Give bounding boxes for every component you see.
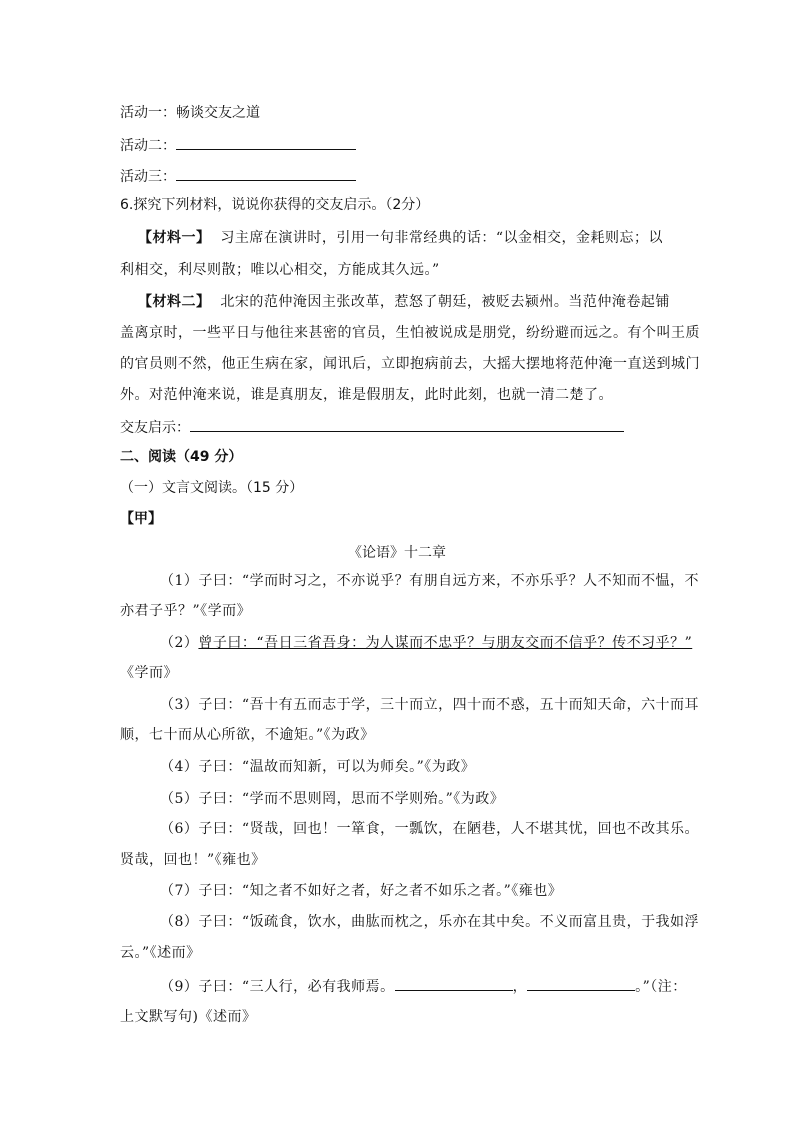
chapter-1-line-2: 亦君子乎？”《学而》: [120, 603, 252, 619]
chapter-6-line-2: 贤哉，回也！”《雍也》: [120, 852, 266, 868]
material-two-line-2: 盖离京时，一些平日与他往来甚密的官员，生怕被说成是朋党，纷纷避而远之。有个叫王质: [120, 325, 700, 341]
activity-three: [120, 166, 356, 186]
passage-jia-label: 【甲】: [120, 511, 162, 527]
chapter-9-text-end: 。”（注：: [635, 979, 687, 995]
chapter-1-line-1: （1）子曰：“学而时习之，不亦说乎？有朋自远方来，不亦乐乎？人不知而不愠，不: [160, 573, 700, 589]
material-one-line-1: [138, 229, 663, 247]
chapter-8-line-1: （8）子曰：“饭疏食，饮水，曲肱而枕之，乐亦在其中矣。不义而富且贵，于我如浮: [160, 914, 700, 930]
chapter-3-line-1: （3）子曰：“吾十有五而志于学，三十而立，四十而不惑，五十而知天命，六十而耳: [160, 697, 700, 713]
material-one-text-1: 习主席在演讲时，引用一句非常经典的话：“以金相交，金耗则忘；以: [220, 230, 664, 246]
material-two-line-4: 外。对范仲淹来说，谁是真朋友，谁是假朋友，此时此刻，也就一清二楚了。: [120, 387, 613, 403]
friendship-insight-label: 交友启示：: [120, 420, 190, 436]
chapter-9-line-1: [160, 976, 687, 996]
chapter-9-blank-1[interactable]: [395, 976, 513, 991]
chapter-9-text-start: （9）子曰：“三人行，必有我师焉。: [160, 979, 395, 995]
chapter-8-line-2: 云。”《述而》: [120, 945, 201, 961]
chapter-2-line-1: [160, 634, 692, 652]
chapter-9-blank-2[interactable]: [527, 976, 635, 991]
material-two-text-1: 北宋的范仲淹因主张改革，惹怒了朝廷，被贬去颍州。当范仲淹卷起铺: [220, 294, 670, 310]
chapter-4: （4）子曰：“温故而知新，可以为师矣。”《为政》: [160, 759, 476, 775]
material-one-line-2: 利相交，利尽则散；唯以心相交，方能成其久远。”: [120, 262, 440, 278]
activity-one: 活动一：畅谈交友之道: [120, 105, 260, 121]
material-two-line-1: [138, 293, 670, 311]
chapter-5: （5）子曰：“学而不思则罔，思而不学则殆。”《为政》: [160, 791, 505, 807]
chapter-2-number: （2）: [160, 635, 199, 651]
chapter-title: 《论语》十二章: [348, 545, 446, 561]
activity-two-label: 活动二：: [120, 138, 176, 154]
activity-two-blank[interactable]: [176, 135, 356, 150]
chapter-2-underlined-text: 曾子曰：“吾日三省吾身：为人谋而不忠乎？与朋友交而不信乎？传不习乎？”: [198, 635, 693, 651]
section-two-title: 二、阅读（49 分）: [120, 449, 243, 465]
activity-three-label: 活动三：: [120, 169, 176, 185]
chapter-9-comma: ，: [512, 979, 528, 995]
material-two-line-3: 的官员则不然，他正生病在家，闻讯后，立即抱病前去，大摇大摆地将范仲淹一直送到城门: [120, 356, 700, 372]
friendship-insight: [120, 417, 624, 437]
chapter-9-line-2: 上文默写句)《述而》: [120, 1009, 257, 1025]
material-one-tag: 【材料一】: [138, 230, 211, 246]
section-two-subtitle: （一）文言文阅读。（15 分）: [120, 480, 304, 496]
question-six-prompt: 6.探究下列材料，说说你获得的交友启示。（2分）: [120, 197, 430, 213]
material-two-tag: 【材料二】: [138, 294, 211, 310]
activity-three-blank[interactable]: [176, 166, 356, 181]
chapter-2-line-2: 《学而》: [120, 665, 178, 681]
chapter-7: （7）子曰：“知之者不如好之者，好之者不如乐之者。”《雍也》: [160, 883, 563, 899]
friendship-insight-blank[interactable]: [190, 417, 624, 432]
chapter-6-line-1: （6）子曰：“贤哉，回也！一箪食，一瓢饮，在陋巷，人不堪其忧，回也不改其乐。: [160, 821, 700, 837]
activity-two: [120, 135, 356, 155]
chapter-3-line-2: 顺，七十而从心所欲，不逾矩。”《为政》: [120, 727, 375, 743]
